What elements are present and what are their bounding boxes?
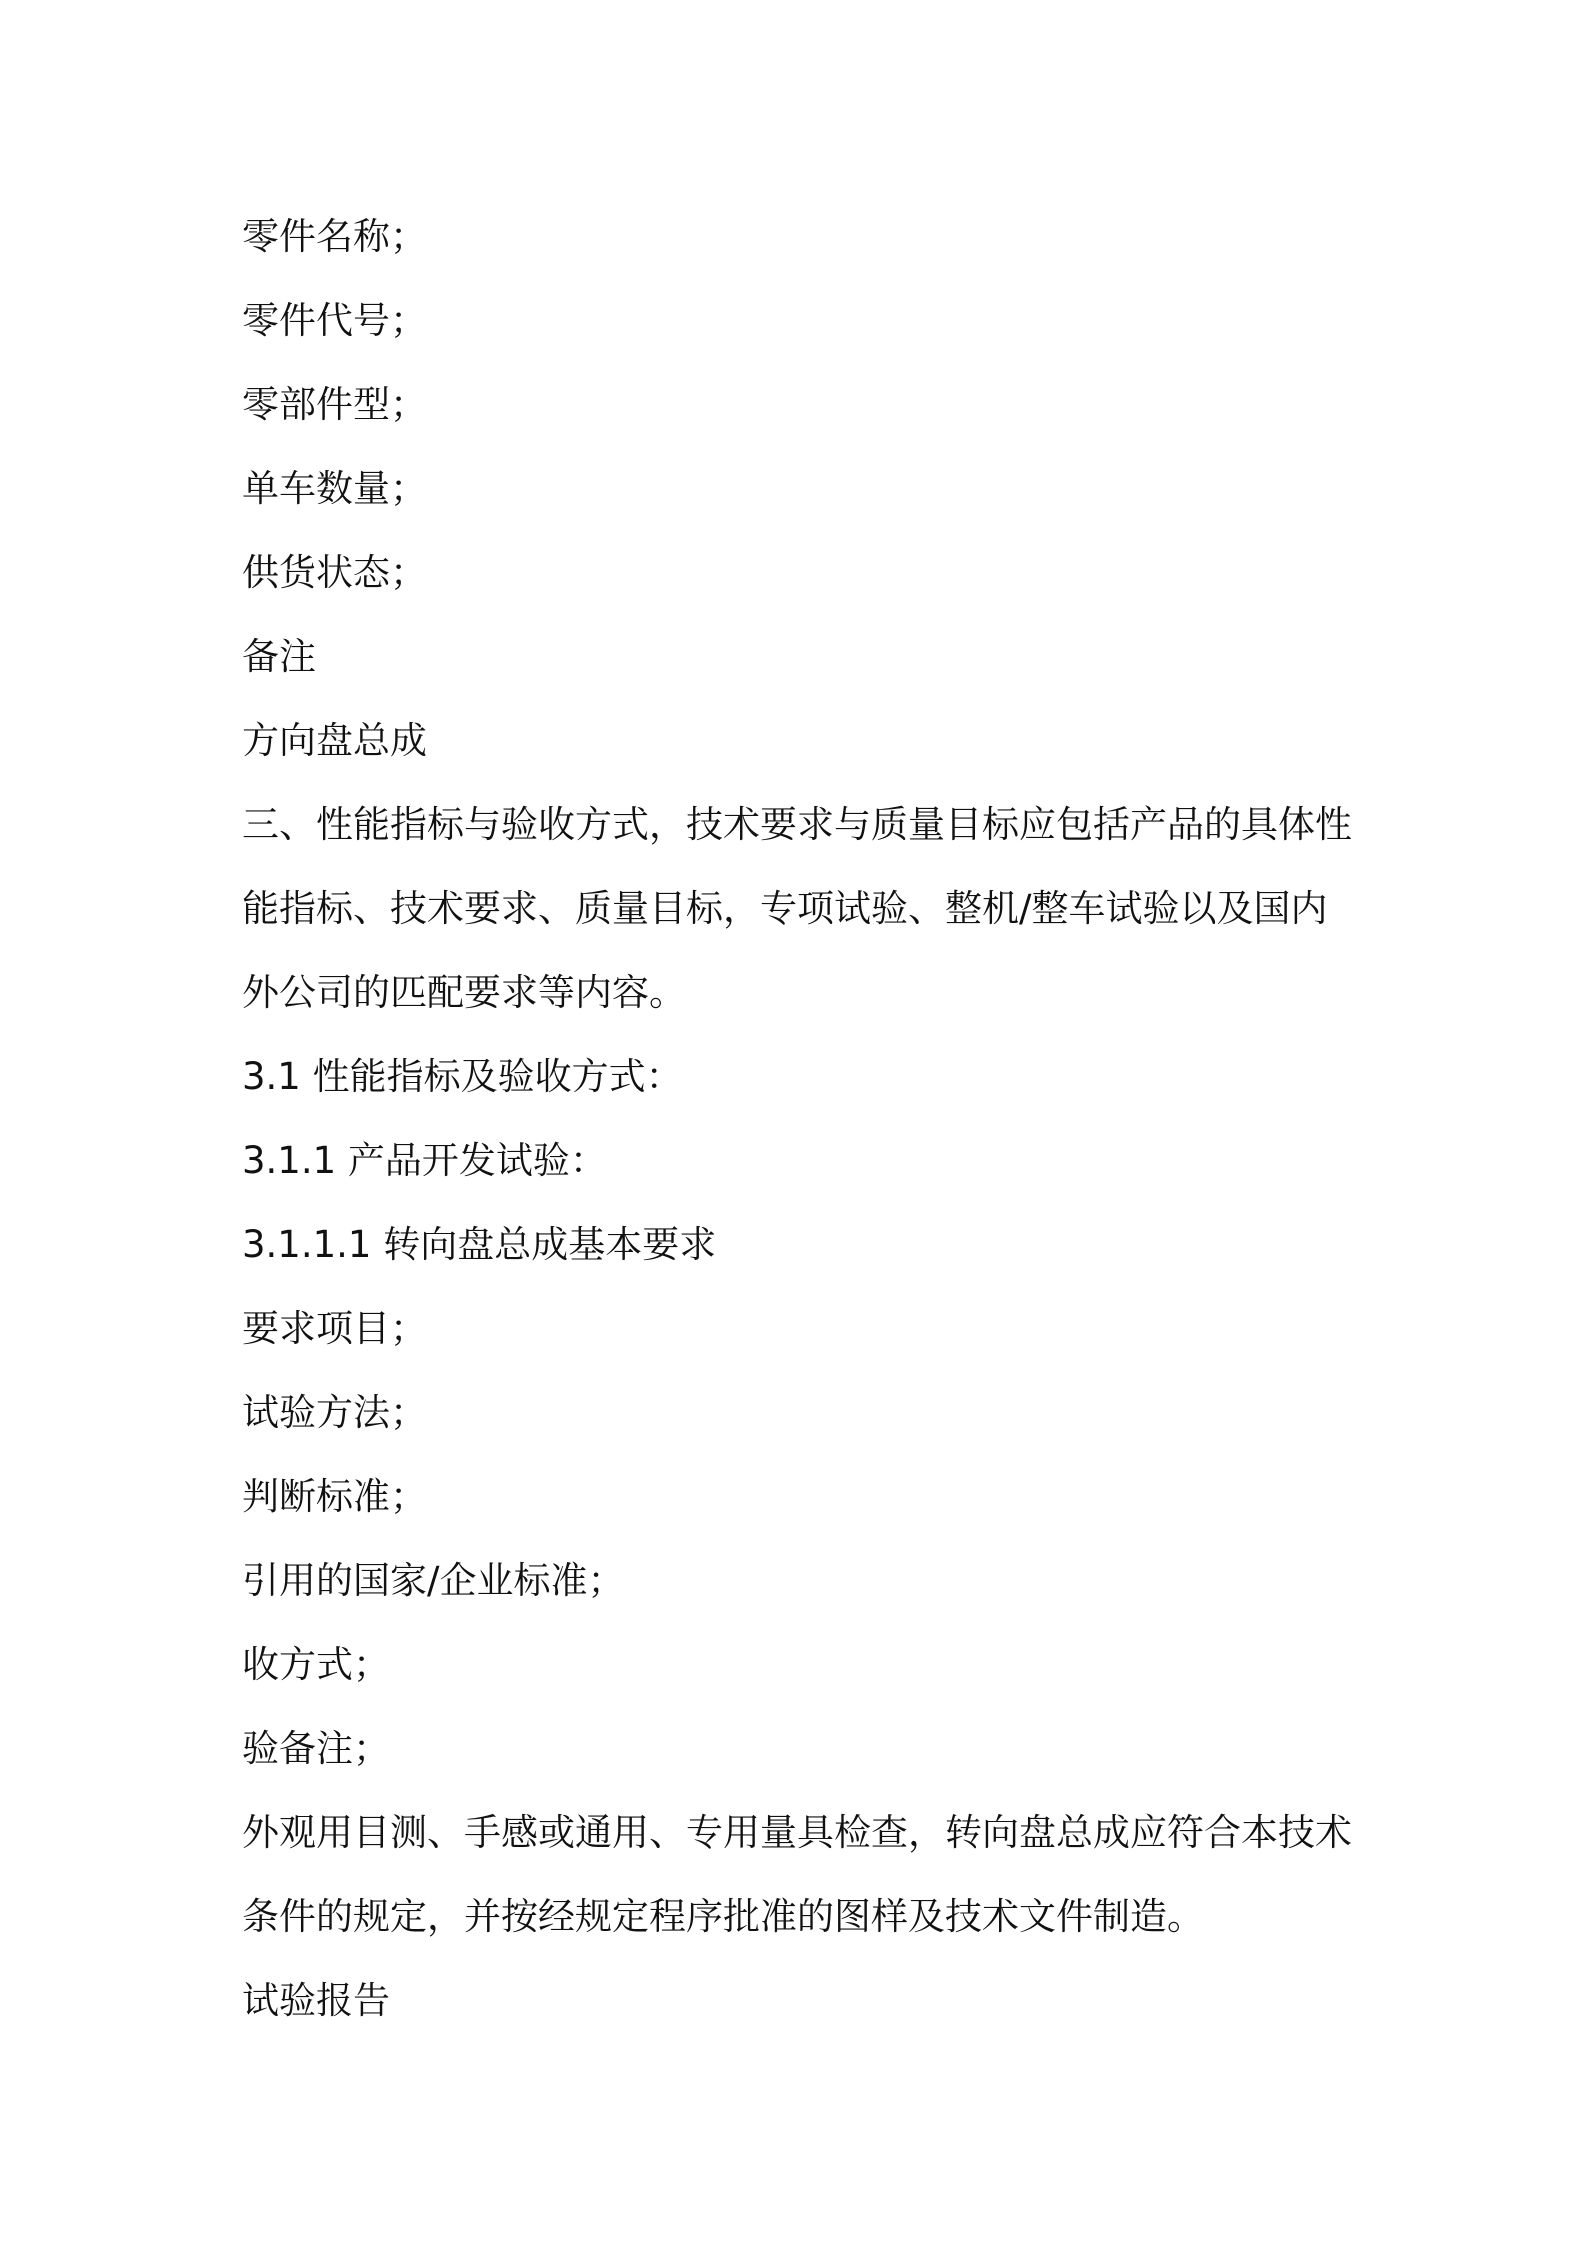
- list-item-supply-status: 供货状态；: [242, 551, 427, 594]
- list-item-inspection-remarks: 验备注；: [242, 1727, 390, 1770]
- section-3-paragraph-line-3: 外公司的匹配要求等内容。: [242, 971, 686, 1014]
- list-item-requirement-item: 要求项目；: [242, 1307, 427, 1350]
- list-item-part-name: 零件名称；: [242, 215, 427, 258]
- part-title-steering-wheel: 方向盘总成: [242, 719, 427, 762]
- section-3-paragraph-line-2: 能指标、技术要求、质量目标，专项试验、整机/整车试验以及国内: [242, 887, 1328, 930]
- inspection-paragraph-line-1: 外观用目测、手感或通用、专用量具检查，转向盘总成应符合本技术: [242, 1811, 1352, 1854]
- list-item-remarks: 备注: [242, 635, 316, 678]
- heading-3-1-1: 3.1.1 产品开发试验：: [242, 1139, 607, 1182]
- list-item-part-code: 零件代号；: [242, 299, 427, 342]
- list-item-quantity-per-vehicle: 单车数量；: [242, 467, 427, 510]
- list-item-judgement-criteria: 判断标准；: [242, 1475, 427, 1518]
- document-body: [242, 195, 1362, 2043]
- list-item-acceptance-method: 收方式；: [242, 1643, 390, 1686]
- heading-3-1: 3.1 性能指标及验收方式：: [242, 1055, 683, 1098]
- list-item-referenced-standards: 引用的国家/企业标准；: [242, 1559, 625, 1602]
- list-item-part-type: 零部件型；: [242, 383, 427, 426]
- test-report-label: 试验报告: [242, 1979, 390, 2022]
- list-item-test-method: 试验方法；: [242, 1391, 427, 1434]
- section-3-paragraph-line-1: 三、性能指标与验收方式，技术要求与质量目标应包括产品的具体性: [242, 803, 1352, 846]
- heading-3-1-1-1: 3.1.1.1 转向盘总成基本要求: [242, 1223, 717, 1266]
- inspection-paragraph-line-2: 条件的规定，并按经规定程序批准的图样及技术文件制造。: [242, 1895, 1204, 1938]
